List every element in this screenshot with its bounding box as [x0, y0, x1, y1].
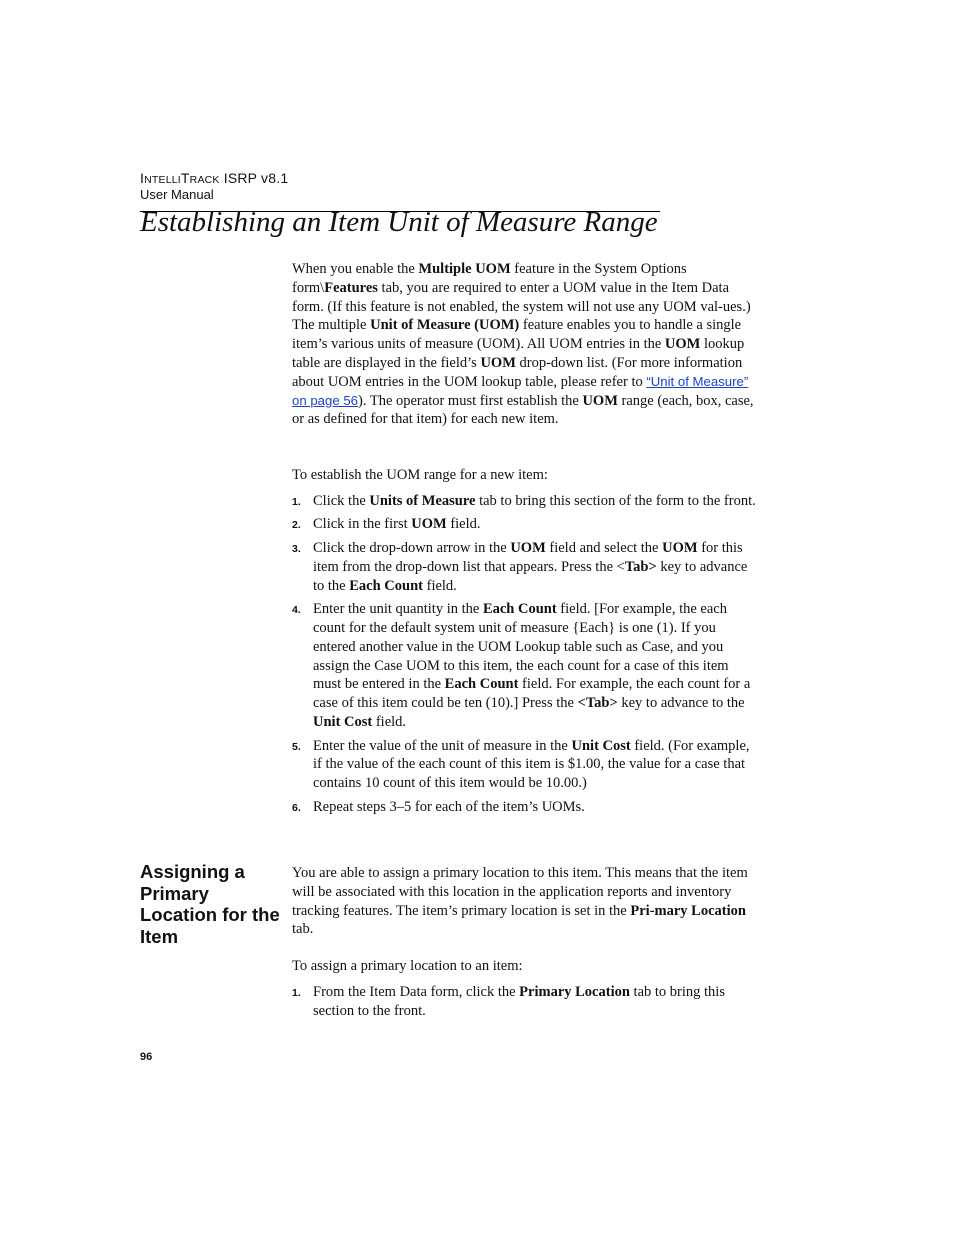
uom-step: 3. Click the drop-down arrow in the UOM field and select the UOM for this item from the drop-down list that appears. Press the <Tab> key to advance to the Each Count field.	[292, 539, 748, 594]
uom-step: 1. Click the Units of Measure tab to bring this section of the form to the front.	[292, 492, 756, 509]
unit-of-measure-link[interactable]: “Unit of Measure” on page 56	[292, 373, 749, 408]
uom-procedure-lead: To establish the UOM range for a new item:	[292, 467, 548, 483]
page-number: 96	[140, 1051, 153, 1063]
subsection-heading: Assigning a Primary Location for the Item	[140, 861, 280, 948]
uom-step: 6. Repeat steps 3–5 for each of the item’s UOMs.	[292, 798, 585, 815]
running-header-manual: User Manual	[140, 187, 214, 202]
uom-procedure	[292, 466, 758, 821]
section-title: Establishing an Item Unit of Measure Range	[140, 206, 658, 238]
primary-location-procedure	[292, 957, 758, 1025]
intro-paragraph: When you enable the Multiple UOM feature in the System Options form\Features tab, you are required to enter a UOM value in the Item Data form. (If this feature is not enabled, the system will not use any UOM val-ues.) The multiple Unit of Measure (UOM) feature enables you to handle a single item’s various units of measure (UOM). All UOM entries in the UOM lookup table are displayed in the field’s UOM drop-down list. (For more information about UOM entries in the UOM lookup table, please refer to “Unit of Measure” on page 56). The operator must first establish the UOM range (each, box, case, or as defined for that item) for each new item.	[292, 261, 754, 428]
running-header-product: INTELLITRACK ISRP v8.1	[140, 170, 289, 186]
primary-location-step: 1. From the Item Data form, click the Primary Location tab to bring this section to the front.	[292, 983, 725, 1019]
uom-step: 4. Enter the unit quantity in the Each Count field. [For example, the each count for the default system unit of measure {Each} is one (1). If you entered another value in the UOM Lookup table such as Case, and you assign the Case UOM to this item, the each count for a case of this item must be entered in the Each Count field. For example, the each count for a case of this item could be ten (10).] Press the <Tab> key to advance to the Unit Cost field.	[292, 601, 751, 730]
primary-location-paragraph: You are able to assign a primary location to this item. This means that the item will be associated with this location in the application reports and inventory tracking features. The item’s primary location is set in the Pri-mary Location tab.	[292, 865, 748, 938]
uom-step: 2. Click in the first UOM field.	[292, 516, 481, 533]
primary-location-lead: To assign a primary location to an item:	[292, 958, 523, 974]
uom-step: 5. Enter the value of the unit of measure in the Unit Cost field. (For example, if the value of the each count of this item is $1.00, the value for a case that contains 10 count of this item would be 10.00.)	[292, 737, 750, 792]
